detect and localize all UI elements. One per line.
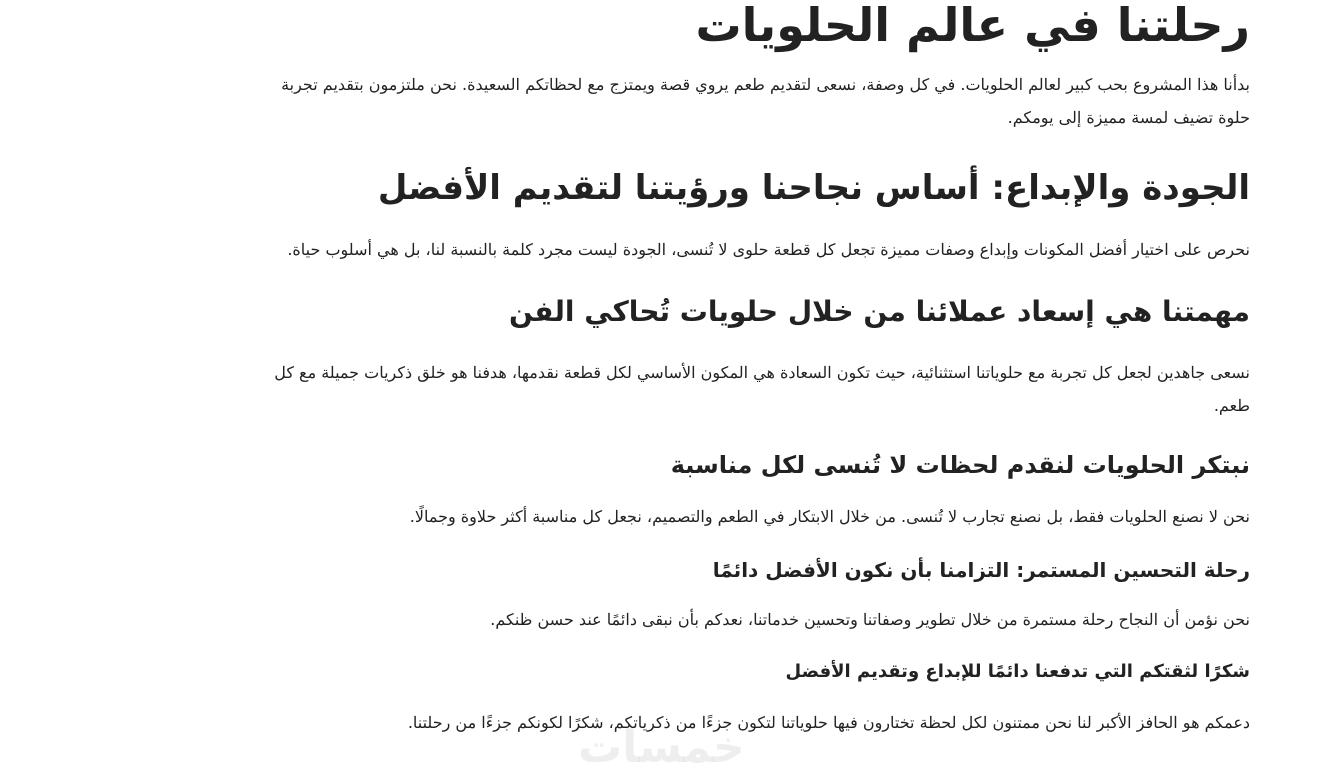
article-intro-paragraph: بدأنا هذا المشروع بحب كبير لعالم الحلويات. في كل وصفة، نسعى لتقديم طعم يروي قصة ويمتزج مع لحظاتكم السعيدة. نحن ملتزمون بتقديم تجربة حلوة تضيف لمسة مميزة إلى يومكم. [281, 75, 1250, 127]
watermark-logo: خمسات [578, 722, 745, 773]
section-heading-innovation: نبتكر الحلويات لنقدم لحظات لا تُنسى لكل مناسبة [670, 451, 1250, 479]
section-heading-mission: مهمتنا هي إسعاد عملائنا من خلال حلويات تُحاكي الفن [508, 295, 1250, 328]
section-paragraph-thanks: دعمكم هو الحافز الأكبر لنا نحن ممتنون لكل لحظة تختارون فيها حلوياتنا لتكون جزءًا من ذكرياتكم، شكرًا لكونكم جزءًا من رحلتنا. [407, 713, 1250, 732]
section-paragraph-improvement: نحن نؤمن أن النجاح رحلة مستمرة من خلال تطوير وصفاتنا وتحسين خدماتنا، نعدكم بأن نبقى دائمًا عند حسن ظنكم. [490, 610, 1250, 629]
section-paragraph-quality: نحرص على اختيار أفضل المكونات وإبداع وصفات مميزة تجعل كل قطعة حلوى لا تُنسى، الجودة ليست مجرد كلمة بالنسبة لنا، بل هي أسلوب حياة. [287, 240, 1250, 259]
section-heading-thanks: شكرًا لثقتكم التي تدفعنا دائمًا للإبداع وتقديم الأفضل [785, 661, 1250, 682]
article-title: رحلتنا في عالم الحلويات [695, 0, 1250, 52]
section-heading-quality: الجودة والإبداع: أساس نجاحنا ورؤيتنا لتقديم الأفضل [377, 168, 1250, 208]
section-paragraph-mission: نسعى جاهدين لجعل كل تجربة مع حلوياتنا استثنائية، حيث تكون السعادة هي المكون الأساسي لكل قطعة نقدمها، هدفنا هو خلق ذكريات جميلة مع كل طعم. [274, 363, 1250, 415]
article [250, 0, 1250, 739]
section-heading-improvement: رحلة التحسين المستمر: التزامنا بأن نكون الأفضل دائمًا [712, 558, 1250, 582]
section-paragraph-innovation: نحن لا نصنع الحلويات فقط، بل نصنع تجارب لا تُنسى. من خلال الابتكار في الطعم والتصميم، نجعل كل مناسبة أكثر حلاوة وجمالًا. [409, 507, 1250, 526]
